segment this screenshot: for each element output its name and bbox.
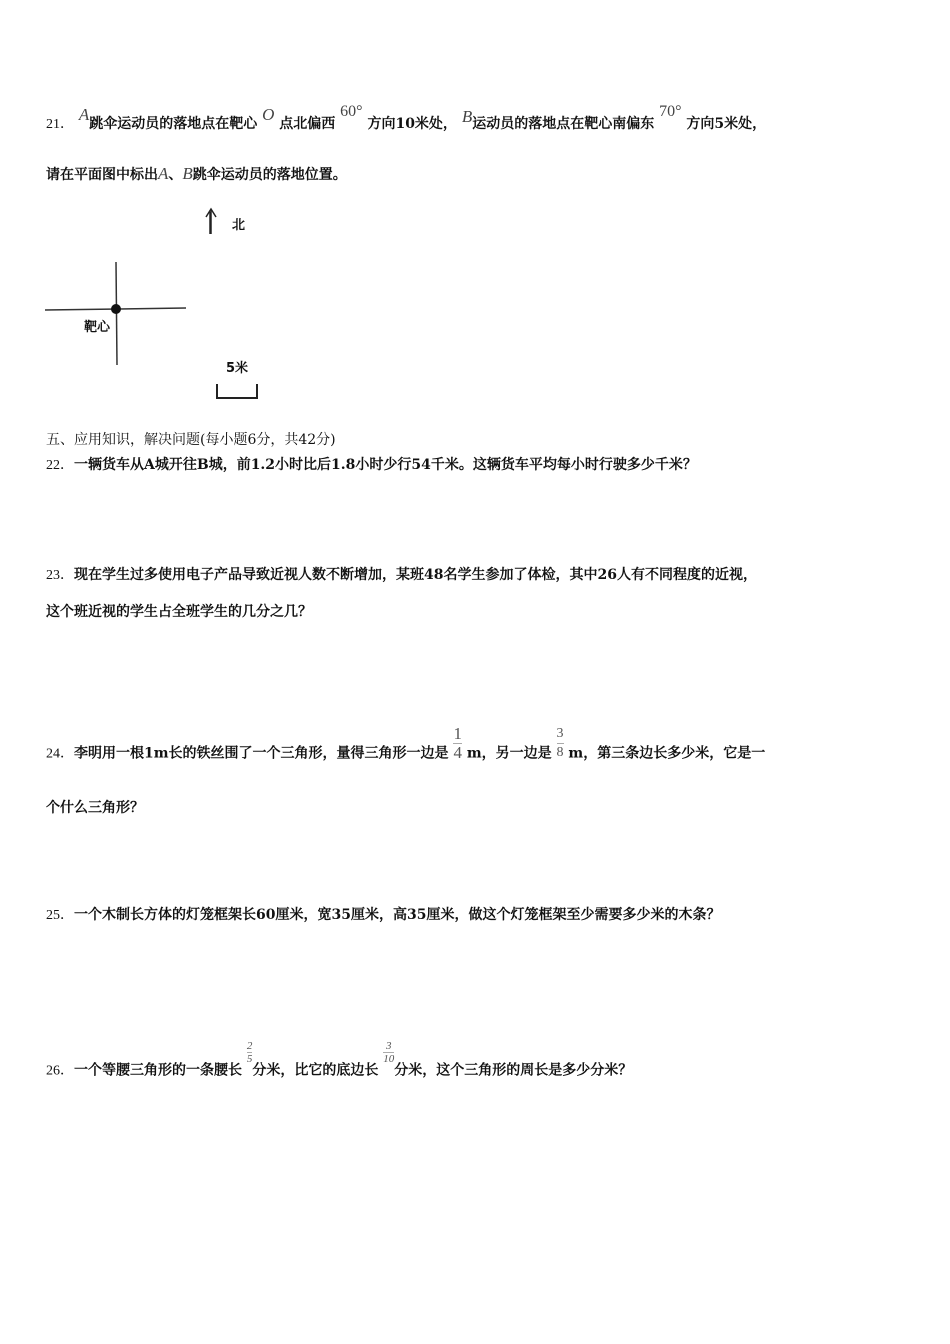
scale-bar — [217, 384, 257, 398]
north-label: 北 — [232, 218, 246, 233]
point-o: O — [262, 105, 275, 124]
center-label: 靶心 — [84, 320, 111, 335]
angle-60: 60° — [340, 103, 363, 120]
numerator: 2 — [246, 1040, 253, 1052]
q22 — [46, 455, 697, 476]
q24-line2: 个什么三角形？ — [46, 800, 144, 816]
diagram-lines — [40, 200, 300, 410]
q21-line2 — [46, 164, 347, 185]
text: 、 — [168, 167, 183, 183]
question-number: 24． — [46, 746, 74, 762]
fraction-2-5 — [247, 1040, 253, 1065]
denominator: 4 — [453, 743, 462, 762]
numerator: 1 — [453, 724, 462, 743]
section-heading: 五、应用知识，解决问题(每小题6分，共42分) — [46, 432, 336, 448]
denominator: 5 — [246, 1053, 253, 1065]
text: 分米，这个三角形的周长是多少分米？ — [394, 1062, 633, 1079]
numerator: 3 — [383, 1040, 394, 1053]
q25 — [46, 905, 720, 926]
q23-line1 — [46, 565, 757, 586]
point-b: B — [461, 107, 473, 126]
text: 方向10米处， — [367, 116, 457, 132]
point-b: B — [182, 164, 193, 183]
text: 一辆货车从A城开往B城，前1.2小时比后1.8小时少行54千米。这辆货车平均每小时行驶多少千米？ — [74, 457, 697, 473]
question-number: 22． — [46, 458, 74, 473]
scale-label: 5米 — [226, 361, 249, 376]
text: 一个等腰三角形的一条腰长 — [74, 1062, 242, 1079]
text: 方向5米处， — [686, 116, 767, 132]
angle-70: 70° — [659, 103, 682, 120]
target-diagram — [40, 200, 300, 410]
text: 跳伞运动员的落地位置。 — [192, 167, 347, 183]
question-number: 21． — [46, 117, 74, 132]
text: 点北偏西 — [279, 116, 336, 132]
fraction-1-4 — [453, 725, 462, 762]
text: 请在平面图中标出 — [46, 167, 158, 183]
text: 李明用一根1m长的铁丝围了一个三角形，量得三角形一边是 — [74, 745, 449, 762]
fraction-3-10 — [383, 1040, 394, 1065]
text: 跳伞运动员的落地点在靶心 — [89, 116, 258, 132]
text: 运动员的落地点在靶心南偏东 — [472, 116, 655, 132]
target-center-dot — [111, 304, 121, 314]
q26 — [46, 1040, 633, 1083]
fraction-3-8 — [557, 725, 564, 762]
denominator: 10 — [383, 1053, 395, 1065]
question-number: 25． — [46, 908, 74, 923]
question-number: 23． — [46, 568, 74, 583]
q24-line1 — [46, 724, 766, 772]
text: 一个木制长方体的灯笼框架长60厘米，宽35厘米，高35厘米，做这个灯笼框架至少需要多少米的木条？ — [74, 907, 721, 923]
text: m，另一边是 — [466, 745, 552, 762]
q23-line2: 这个班近视的学生占全班学生的几分之几？ — [46, 604, 312, 620]
text: m，第三条边长多少米，它是一 — [568, 745, 766, 762]
text: 现在学生过多使用电子产品导致近视人数不断增加，某班48名学生参加了体检，其中26人有不同程度的近视， — [74, 567, 757, 583]
numerator: 3 — [557, 725, 564, 744]
point-a: A — [78, 105, 90, 124]
text: 分米，比它的底边长 — [252, 1062, 379, 1079]
question-number: 26． — [46, 1063, 74, 1079]
point-a: A — [158, 164, 169, 183]
denominator: 8 — [556, 745, 564, 760]
q21-line1 — [46, 103, 767, 135]
